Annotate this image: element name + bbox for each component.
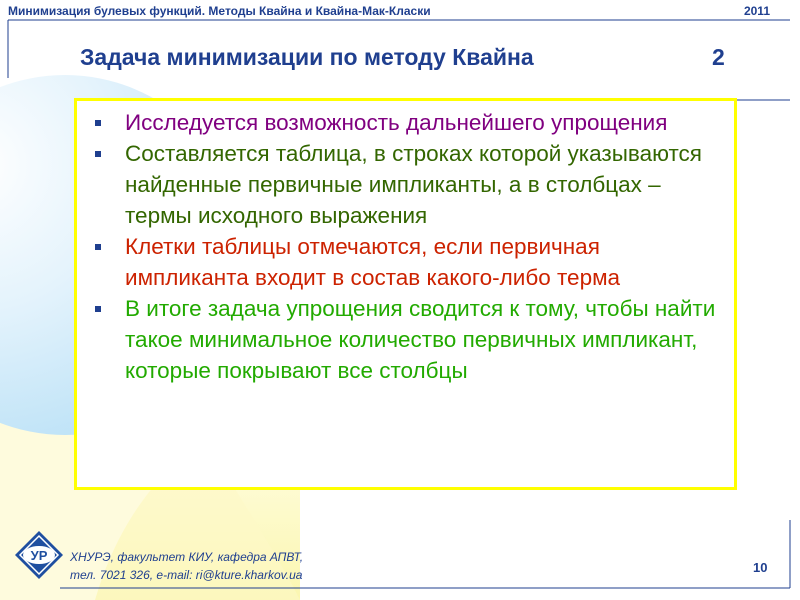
bullet-text: В итоге задача упрощения сводится к тому, чтобы найти такое минимальное количество первичных импликант, которые покрывают все столбцы <box>125 296 716 383</box>
slide-title: Задача минимизации по методу Квайна <box>80 44 534 70</box>
header-course-title: Минимизация булевых функций. Методы Квайна и Квайна-Мак-Класки <box>8 4 431 18</box>
footer-line-department: ХНУРЭ, факультет КИУ, кафедра АПВТ, <box>70 550 304 564</box>
square-bullet-icon <box>95 244 101 250</box>
footer-contact <box>70 548 303 584</box>
content-box <box>74 98 737 490</box>
footer-line-contacts: тел. 7021 326, e-mail: ri@kture.kharkov.ua <box>70 568 303 582</box>
square-bullet-icon <box>95 306 101 312</box>
bullet-item <box>85 231 724 293</box>
header-year: 2011 <box>743 4 770 18</box>
bullet-text: Исследуется возможность дальнейшего упрощения <box>125 110 668 135</box>
bullet-item <box>85 138 724 231</box>
bullet-text: Клетки таблицы отмечаются, если первичная импликанта входит в состав какого-либо терма <box>125 234 621 290</box>
square-bullet-icon <box>95 151 101 157</box>
university-logo <box>14 530 64 580</box>
page-number: 10 <box>753 560 768 575</box>
bullet-text: Составляется таблица, в строках которой указываются найденные первичные импликанты, а в столбцах – термы исходного выражения <box>125 141 702 228</box>
logo-text: УР <box>30 548 48 563</box>
bullet-item <box>85 293 724 386</box>
bullet-list <box>85 107 724 386</box>
slide-title-number: 2 <box>712 44 725 70</box>
bullet-item <box>85 107 724 138</box>
square-bullet-icon <box>95 120 101 126</box>
